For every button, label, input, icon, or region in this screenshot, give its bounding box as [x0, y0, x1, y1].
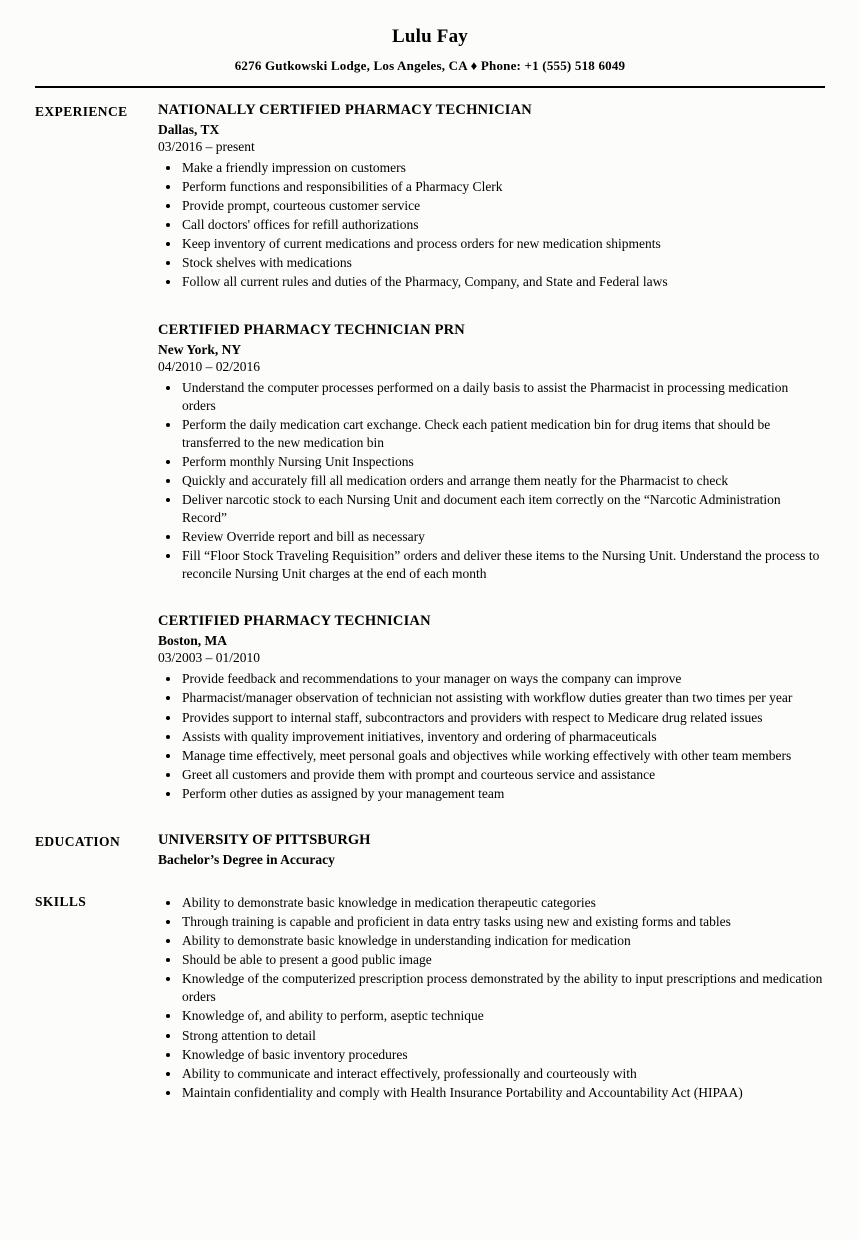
- bullet-item: • Perform other duties as assigned by your management team: [181, 785, 825, 803]
- job-entry: [158, 102, 825, 292]
- job-dates: 03/2016 – present: [158, 139, 255, 154]
- job-title: NATIONALLY CERTIFIED PHARMACY TECHNICIAN: [158, 102, 532, 118]
- job-location: New York, NY: [158, 341, 242, 357]
- education-body: [158, 832, 825, 868]
- bullet-item: • Stock shelves with medications: [181, 254, 825, 272]
- section-label-experience: EXPERIENCE: [35, 104, 128, 119]
- contact-line: 6276 Gutkowski Lodge, Los Angeles, CA ♦ Phone: +1 (555) 518 6049: [234, 58, 626, 73]
- bullet-item: • Understand the computer processes performed on a daily basis to assist the Pharmacist in processing medication orders: [181, 379, 825, 415]
- bullet-item: • Knowledge of, and ability to perform, aseptic technique: [181, 1007, 825, 1025]
- job-entry: [158, 322, 825, 584]
- job-bullet-list: [158, 159, 825, 292]
- skills-section: [35, 892, 825, 1103]
- job-bullet-list: [158, 379, 825, 584]
- bullet-item: • Ability to communicate and interact effectively, professionally and courteously with: [181, 1065, 825, 1083]
- bullet-item: • Assists with quality improvement initiatives, inventory and ordering of pharmaceuticals: [181, 728, 825, 746]
- section-label-skills: SKILLS: [35, 893, 87, 909]
- candidate-name: Lulu Fay: [391, 26, 469, 47]
- bullet-item: • Pharmacist/manager observation of technician not assisting with workflow duties greater than two times per year: [181, 689, 825, 707]
- bullet-item: • Ability to demonstrate basic knowledge in understanding indication for medication: [181, 932, 825, 950]
- bullet-item: • Should be able to present a good public image: [181, 951, 825, 969]
- bullet-item: • Maintain confidentiality and comply with Health Insurance Portability and Accountability Act (HIPAA): [181, 1084, 825, 1102]
- bullet-item: • Deliver narcotic stock to each Nursing Unit and document each item correctly on the “Narcotic Administration Record”: [181, 491, 825, 527]
- skills-bullet-list: [158, 894, 825, 1102]
- job-entry: [158, 613, 825, 803]
- bullet-item: • Perform the daily medication cart exchange. Check each patient medication bin for drug items that should be transferred to the new medication bin: [181, 416, 825, 452]
- bullet-item: • Knowledge of the computerized prescription process demonstrated by the ability to input prescriptions and medication orders: [181, 970, 825, 1006]
- bullet-item: • Greet all customers and provide them with prompt and courteous service and assistance: [181, 766, 825, 784]
- header-divider: [35, 86, 825, 88]
- bullet-item: • Make a friendly impression on customers: [181, 159, 825, 177]
- degree-name: Bachelor’s Degree in Accuracy: [158, 851, 335, 867]
- bullet-item: • Perform functions and responsibilities of a Pharmacy Clerk: [181, 178, 825, 196]
- bullet-item: • Provides support to internal staff, subcontractors and providers with respect to Medicare drug related issues: [181, 709, 825, 727]
- job-dates: 04/2010 – 02/2016: [158, 358, 261, 374]
- job-location: Boston, MA: [158, 633, 228, 649]
- job-location: Dallas, TX: [158, 122, 220, 137]
- job-title: CERTIFIED PHARMACY TECHNICIAN PRN: [158, 321, 465, 338]
- education-section: [35, 832, 825, 868]
- bullet-item: • Through training is capable and proficient in data entry tasks using new and existing forms and tables: [181, 913, 825, 931]
- bullet-item: • Strong attention to detail: [181, 1027, 825, 1045]
- experience-section: [35, 102, 825, 804]
- job-dates: 03/2003 – 01/2010: [158, 650, 261, 666]
- section-label-education: EDUCATION: [35, 833, 121, 849]
- bullet-item: • Fill “Floor Stock Traveling Requisition” orders and deliver these items to the Nursing Unit. Understand the process to reconcile Nursing Unit charges at the end of each month: [181, 547, 825, 583]
- bullet-item: • Ability to demonstrate basic knowledge in medication therapeutic categories: [181, 894, 825, 912]
- bullet-item: • Perform monthly Nursing Unit Inspections: [181, 453, 825, 471]
- resume-header: [35, 26, 825, 74]
- bullet-item: • Knowledge of basic inventory procedures: [181, 1046, 825, 1064]
- job-title: CERTIFIED PHARMACY TECHNICIAN: [158, 613, 431, 630]
- bullet-item: • Follow all current rules and duties of the Pharmacy, Company, and State and Federal laws: [181, 273, 825, 291]
- bullet-item: • Call doctors' offices for refill authorizations: [181, 216, 825, 234]
- skills-body: [158, 892, 825, 1103]
- bullet-item: • Manage time effectively, meet personal goals and objectives while working effectively with other team members: [181, 747, 825, 765]
- school-name: UNIVERSITY OF PITTSBURGH: [158, 831, 371, 848]
- bullet-item: • Review Override report and bill as necessary: [181, 528, 825, 546]
- bullet-item: • Provide prompt, courteous customer service: [181, 197, 825, 215]
- experience-body: [158, 102, 825, 804]
- bullet-item: • Keep inventory of current medications and process orders for new medication shipments: [181, 235, 825, 253]
- bullet-item: • Provide feedback and recommendations to your manager on ways the company can improve: [181, 670, 825, 688]
- job-bullet-list: [158, 670, 825, 803]
- bullet-item: • Quickly and accurately fill all medication orders and arrange them neatly for the Pharmacist to check: [181, 472, 825, 490]
